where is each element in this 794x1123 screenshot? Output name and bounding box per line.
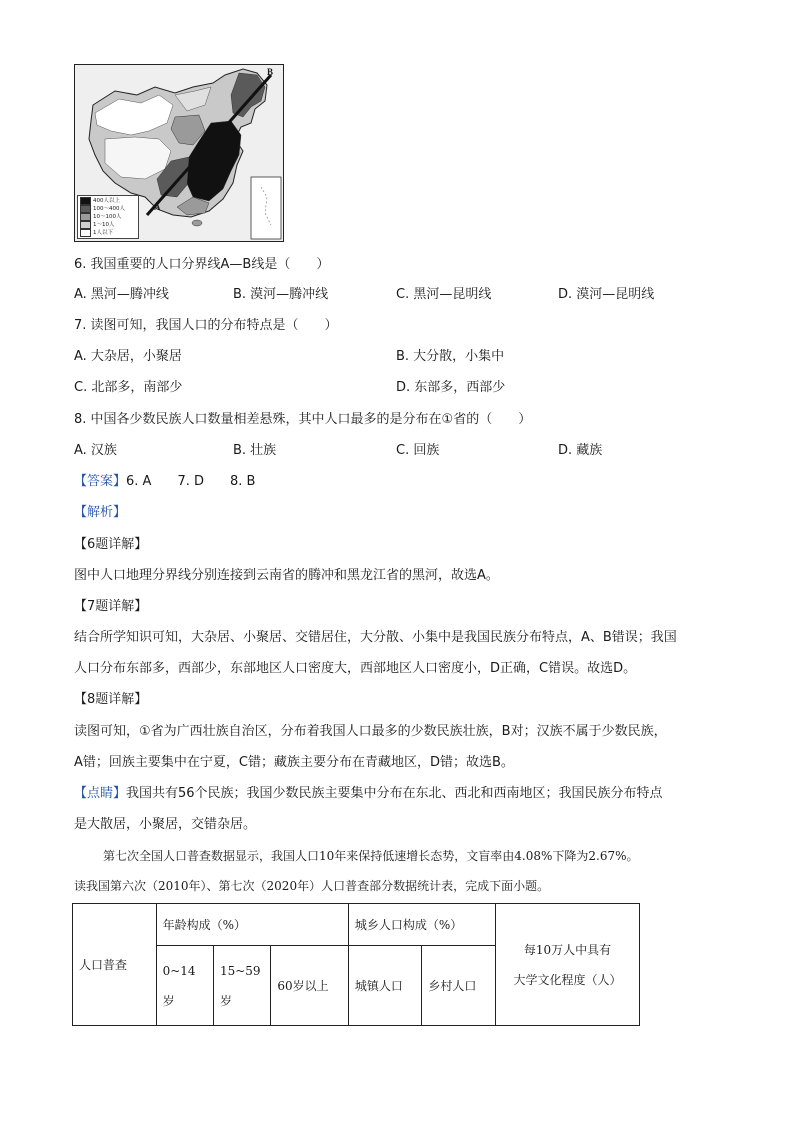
legend-item: 100～400人 <box>80 205 136 213</box>
highlight-text-2: 是大散居，小聚居，交错杂居。 <box>74 817 257 832</box>
question-8-option-a: A. 汉族 <box>74 443 117 458</box>
question-7-option-d: D. 东部多，西部少 <box>396 380 506 395</box>
line-end-label-a: A <box>154 202 161 212</box>
question-6-option-b: B. 漠河—腾冲线 <box>233 287 329 302</box>
analysis-tag: 【解析】 <box>74 505 127 520</box>
highlight-line-1 <box>74 785 663 803</box>
header-education: 每10万人中具有 大学文化程度（人） <box>495 904 639 1026</box>
census-data-table <box>72 903 640 1026</box>
question-7-option-b: B. 大分散，小集中 <box>396 349 505 364</box>
header-age-group: 年龄构成（%） <box>156 904 348 946</box>
question-6-option-c: C. 黑河—昆明线 <box>396 287 492 302</box>
header-urban: 城镇人口 <box>348 946 422 1026</box>
question-7-option-c: C. 北部多，南部少 <box>74 380 183 395</box>
header-age-60: 60岁以上 <box>271 946 349 1026</box>
question-6-option-d: D. 漠河—昆明线 <box>558 287 655 302</box>
question-8-stem: 8. 中国各少数民族人口数量相差悬殊，其中人口最多的是分布在①省的（ ） <box>74 412 532 427</box>
detail-7-text-2: 人口分布东部多，西部少，东部地区人口密度大，西部地区人口密度小，D正确，C错误。故选D。 <box>74 661 637 676</box>
answer-line <box>74 473 255 491</box>
legend-item: 1～10人 <box>80 221 136 229</box>
legend-item: 400人以上 <box>80 197 136 205</box>
header-age-15-59: 15~59岁 <box>213 946 270 1026</box>
header-age-0-14: 0~14岁 <box>156 946 213 1026</box>
population-density-map <box>74 64 284 242</box>
detail-8-text-2: A错；回族主要集中在宁夏，C错；藏族主要分布在青藏地区，D错；故选B。 <box>74 755 514 770</box>
header-census: 人口普查 <box>73 904 157 1026</box>
header-urban-rural: 城乡人口构成（%） <box>348 904 495 946</box>
question-8-option-d: D. 藏族 <box>558 443 603 458</box>
question-6-stem: 6. 我国重要的人口分界线A—B线是（ ） <box>74 257 330 272</box>
intro-line-1: 第七次全国人口普查数据显示，我国人口10年来保持低速增长态势，文盲率由4.08%下降为2.67%。 <box>103 849 639 863</box>
question-6-option-a: A. 黑河—腾冲线 <box>74 287 169 302</box>
detail-6-text: 图中人口地理分界线分别连接到云南省的腾冲和黑龙江省的黑河，故选A。 <box>74 568 499 583</box>
highlight-text-1: 我国共有56个民族；我国少数民族主要集中分布在东北、西北和西南地区；我国民族分布特点 <box>126 786 663 801</box>
question-8-option-c: C. 回族 <box>396 443 440 458</box>
detail-7-text-1: 结合所学知识可知，大杂居、小聚居、交错居住，大分散、小集中是我国民族分布特点，A、B错误；我国 <box>74 630 677 645</box>
question-8-option-b: B. 壮族 <box>233 443 277 458</box>
intro-line-2: 读我国第六次（2010年）、第七次（2020年）人口普查部分数据统计表，完成下面小题。 <box>74 879 550 893</box>
answer-text: 6. A 7. D 8. B <box>126 474 256 489</box>
question-7-stem: 7. 读图可知，我国人口的分布特点是（ ） <box>74 318 338 333</box>
question-7-option-a: A. 大杂居，小聚居 <box>74 349 182 364</box>
detail-8-heading: 【8题详解】 <box>74 692 148 707</box>
map-legend <box>77 195 139 239</box>
answer-tag: 【答案】 <box>74 474 127 489</box>
highlight-tag: 【点睛】 <box>74 786 127 801</box>
legend-item: 1人以下 <box>80 229 136 237</box>
detail-8-text-1: 读图可知，①省为广西壮族自治区，分布着我国人口最多的少数民族壮族，B对；汉族不属于少数民族， <box>74 724 667 739</box>
legend-item: 10～100人 <box>80 213 136 221</box>
header-rural: 乡村人口 <box>422 946 496 1026</box>
detail-6-heading: 【6题详解】 <box>74 537 148 552</box>
detail-7-heading: 【7题详解】 <box>74 599 148 614</box>
line-end-label-b: B <box>267 67 274 77</box>
